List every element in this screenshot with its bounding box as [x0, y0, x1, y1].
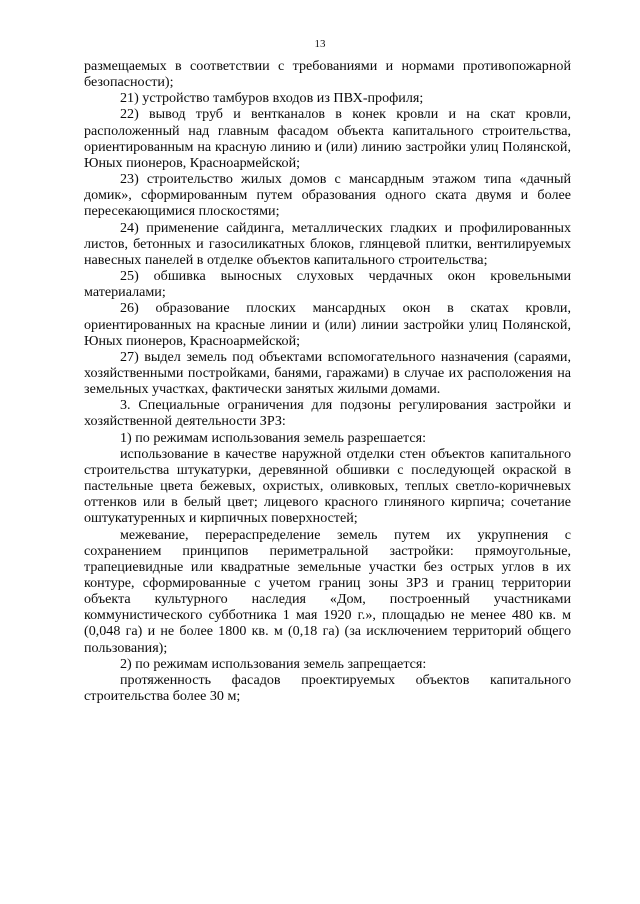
paragraph: межевание, перераспределение земель путем их укрупнения с сохранением принципов периметральной застройки: прямоугольные, трапециевидные или квадратные земельные участки без острых углов в их контуре, сформированные с учетом границ зоны ЗРЗ и границ территории объекта культурного наследия «Дом, построенный участниками коммунистического субботника 1 мая 1920 г.», площадью не менее 480 кв. м (0,048 га) и не более 1800 кв. м (0,18 га) (за исключением территорий общего пользования); [84, 526, 571, 656]
paragraph: 27) выдел земель под объектами вспомогательного назначения (сараями, хозяйственными постройками, банями, гаражами) в случае их расположения на земельных участках, фактически занятых жилыми домами. [84, 348, 571, 398]
paragraph: размещаемых в соответствии с требованиями и нормами противопожарной безопасности); [84, 58, 571, 91]
paragraph: 2) по режимам использования земель запрещается: [120, 655, 427, 672]
paragraph: 23) строительство жилых домов с мансардным этажом типа «дачный домик», сформированным путем образования одного ската двумя и более пересекающимися плоскостями; [84, 171, 571, 220]
paragraph: 26) образование плоских мансардных окон в скатах кровли, ориентированных на красные линии и (или) линии застройки улиц Полянской, Юных пионеров, Красноармейской; [84, 300, 571, 349]
paragraph: 24) применение сайдинга, металлических гладких и профилированных листов, бетонных и газосиликатных блоков, глянцевой плитки, вентилируемых навесных панелей в отделке объектов капитального строительства; [84, 219, 571, 268]
paragraph: протяженность фасадов проектируемых объектов капитального строительства более 30 м; [84, 671, 571, 705]
paragraph: использование в качестве наружной отделки стен объектов капитального строительства штукатурки, деревянной обшивки с последующей окраской в пастельные цвета бежевых, охристых, оливковых, теплых светло-коричневых оттенков или в белый цвет; лицевого красного глиняного кирпича; сочетание оштукатуренных и кирпичных поверхностей; [84, 445, 571, 527]
paragraph: 21) устройство тамбуров входов из ПВХ-профиля; [120, 90, 424, 107]
page-number: 13 [314, 38, 326, 50]
paragraph: 22) вывод труб и вентканалов в конек кровли и на скат кровли, расположенный над главным фасадом объекта капитального строительства, ориентированным на красную линию и (или) линию застройки улиц Полянской, Юных пионеров, Красноармейской; [84, 106, 571, 171]
paragraph: 1) по режимам использования земель разрешается: [120, 429, 426, 446]
section-heading: 3. Специальные ограничения для подзоны регулирования застройки и хозяйственной деятельности ЗРЗ: [84, 397, 571, 430]
document-body [84, 58, 571, 704]
paragraph: 25) обшивка выносных слуховых чердачных окон кровельными материалами; [84, 268, 571, 301]
